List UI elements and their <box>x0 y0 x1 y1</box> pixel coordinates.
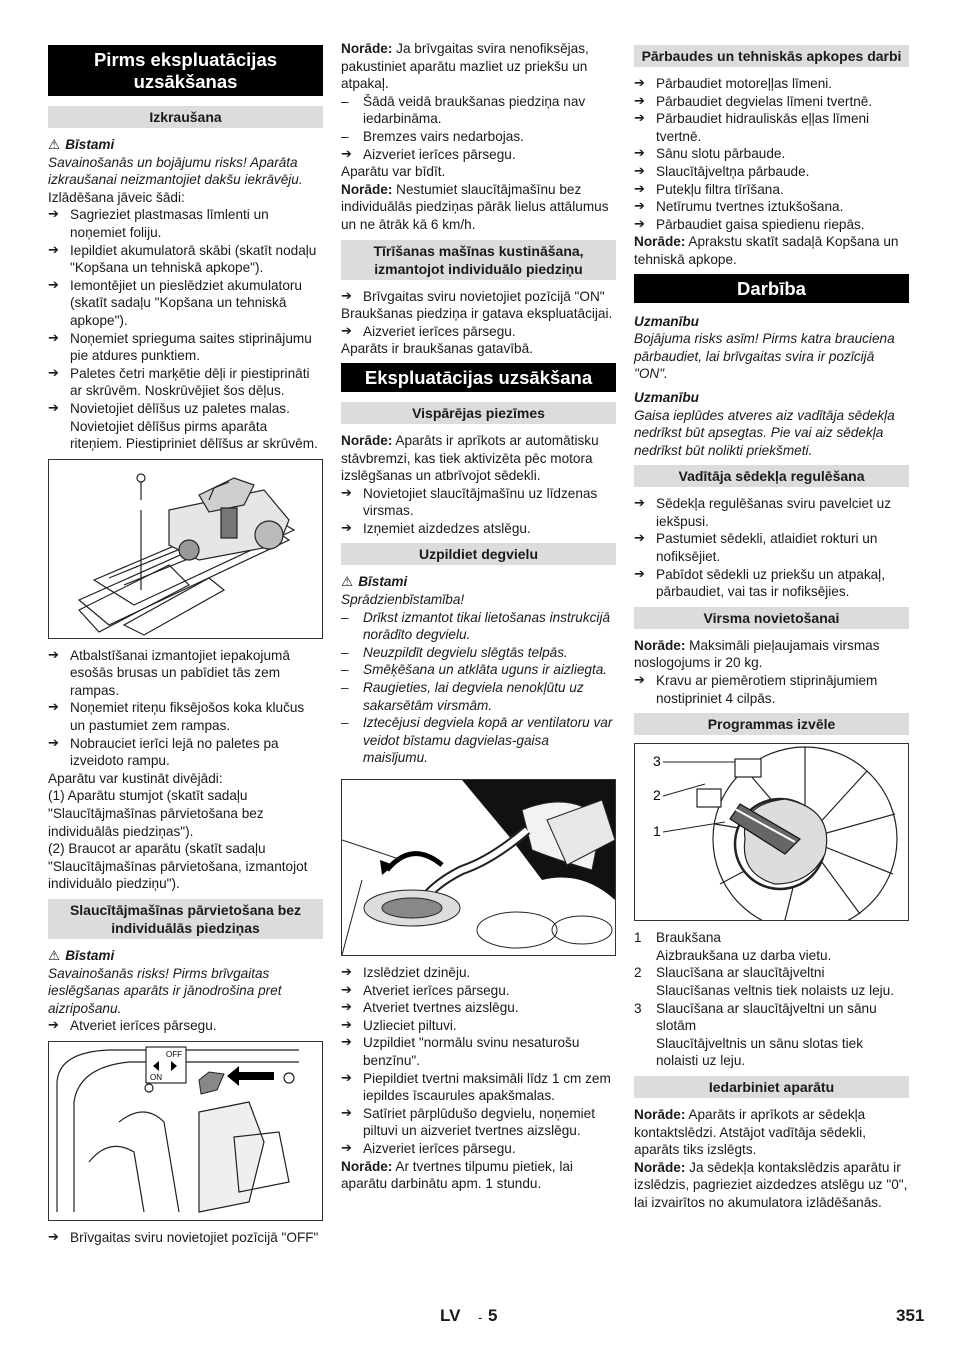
step-item: ➔ Izslēdziet dzinēju. <box>341 964 616 982</box>
step-item: ➔ Aizveriet ierīces pārsegu. <box>341 323 616 341</box>
warning-triangle-icon: ⚠ <box>341 574 354 590</box>
step-item: ➔ Aizveriet ierīces pārsegu. <box>341 146 616 164</box>
program-description: Aizbraukšana uz darba vietu. <box>656 947 832 963</box>
column-2 <box>341 40 616 1193</box>
step-item: ➔ Izņemiet aizdedzes atslēgu. <box>341 520 616 538</box>
refuel-illustration <box>341 779 616 956</box>
subsection-heading: Tīrīšanas mašīnas kustināšana, izmantojot individuālo piedziņu <box>341 240 616 280</box>
svg-text:ON: ON <box>150 1072 162 1082</box>
footer-language: LV <box>440 1306 461 1325</box>
caution-text: Gaisa ieplūdes atveres aiz vadītāja sēdekļa nedrīkst būt apsegtas. Pie vai aiz sēdekļa nedrīkst būt nolikti priekšmeti. <box>634 407 895 458</box>
step-item: ➔ Atveriet ierīces pārsegu. <box>48 1017 323 1035</box>
dash-item: – Neuzpildīt degvielu slēgtās telpās. <box>341 644 616 662</box>
column-3 <box>634 40 909 1212</box>
program-selector-illustration <box>634 743 909 921</box>
warning-text: Savainošanās risks! Pirms brīvgaitas ieslēgšanas aparāts ir jānodrošina pret aizripošanu. <box>48 965 282 1016</box>
dash-item: – Raugieties, lai degviela nenokļūtu uz sakarsētām virsmām. <box>341 679 616 714</box>
paragraph: Aparātu var kustināt divējādi: <box>48 770 223 786</box>
warning-title: ⚠ Bīstami <box>48 137 115 152</box>
footer-dash: - <box>478 1310 483 1325</box>
note: Norāde: Maksimāli pieļaujamais virsmas noslogojums ir 20 kg. <box>634 637 880 671</box>
paragraph: Aparāts ir braukšanas gatavībā. <box>341 341 533 357</box>
step-item: ➔ Atbalstīšanai izmantojiet iepakojumā esošās brusas un pabīdiet tās zem rampas. <box>48 647 323 700</box>
step-list <box>341 964 616 1158</box>
callout-3: 3 <box>653 753 661 770</box>
subsection-heading: Iedarbiniet aparātu <box>634 1076 909 1098</box>
step-list <box>48 206 323 452</box>
dash-item: – Bremzes vairs nedarbojas. <box>341 128 616 146</box>
subsection-heading: Izkraušana <box>48 106 323 128</box>
step-item: ➔ Netīrumu tvertnes iztukšošana. <box>634 198 909 216</box>
dash-item: – Iztecējusi degviela kopā ar ventilatoru var veidot bīstamu dagvielas-gaisa maisījumu. <box>341 714 616 767</box>
step-item: ➔ Aizveriet ierīces pārsegu. <box>341 1140 616 1158</box>
dash-list <box>341 93 616 146</box>
program-description: Slaucīšanas veltnis tiek nolaists uz leju. <box>656 983 895 998</box>
program-item <box>634 1000 909 1035</box>
caution-title: Uzmanību <box>634 313 699 329</box>
step-item: ➔ Uzlieciet piltuvi. <box>341 1017 616 1035</box>
section-heading: Ekspluatācijas uzsākšana <box>341 363 616 392</box>
subsection-heading: Virsma novietošanai <box>634 607 909 629</box>
program-number: 1 <box>634 930 642 946</box>
dash-item: – Šādā veidā braukšanas piedziņa nav iedarbināma. <box>341 93 616 128</box>
step-item: ➔ Atveriet ierīces pārsegu. <box>341 982 616 1000</box>
section-heading: Pirms ekspluatācijas uzsākšanas <box>48 45 323 96</box>
step-item: ➔ Paletes četri marķētie dēļi ir piestiprināti ar skrūvēm. Noskrūvējiet šos dēļus. <box>48 365 323 400</box>
step-item: ➔ Atveriet tvertnes aizslēgu. <box>341 999 616 1017</box>
program-number: 3 <box>634 1000 642 1016</box>
subsection-heading: Vispārējas piezīmes <box>341 402 616 424</box>
column-1 <box>48 40 323 1247</box>
step-item: ➔ Pārbaudiet gaisa spiedienu riepās. <box>634 216 909 234</box>
step-item: ➔ Sēdekļa regulēšanas sviru pavelciet uz iekšpusi. <box>634 495 909 530</box>
dash-item: – Drīkst izmantot tikai lietošanas instrukcijā norādīto degvielu. <box>341 609 616 644</box>
subsection-heading: Vadītāja sēdekļa regulēšana <box>634 465 909 487</box>
step-list <box>634 495 909 601</box>
step-item: ➔ Slaucītājveltņa pārbaude. <box>634 163 909 181</box>
paragraph: (1) Aparātu stumjot (skatīt sadaļu "Slaucītājmašīnas pārvietošana bez individuālās piedziņas"). <box>48 788 264 839</box>
subsection-heading: Programmas izvēle <box>634 713 909 735</box>
warning-triangle-icon: ⚠ <box>48 948 61 963</box>
step-item: ➔ Sānu slotu pārbaude. <box>634 145 909 163</box>
step-item: ➔ Novietojiet slaucītājmašīnu uz līdzenas virsmas. <box>341 485 616 520</box>
step-item: ➔ Pastumiet sēdekli, atlaidiet rokturi un nofiksējiet. <box>634 530 909 565</box>
warning-triangle-icon: ⚠ <box>48 137 61 152</box>
paragraph: Braukšanas piedziņa ir gatava ekspluatācijai. <box>341 306 613 322</box>
step-item: ➔ Kravu ar piemērotiem stiprinājumiem nostipriniet 4 cilpās. <box>634 672 909 707</box>
caution-text: Bojājuma risks asīm! Pirms katra brauciena pārbaudiet, lai brīvgaitas svira ir pozīcijā "ON". <box>634 331 895 382</box>
subsection-heading: Pārbaudes un tehniskās apkopes darbi <box>634 45 909 67</box>
note: Norāde: Ja brīvgaitas svira nenofiksējas, pakustiniet aparātu mazliet uz priekšu un atpakaļ. <box>341 41 589 92</box>
step-item: ➔ Noņemiet sprieguma saites stiprinājumu pie atdures punktiem. <box>48 330 323 365</box>
paragraph: (2) Braucot ar aparātu (skatīt sadaļu "Slaucītājmašīnas pārvietošana, izmantojot individuālo piedziņu"). <box>48 841 308 892</box>
step-item: ➔ Pārbaudiet motoreļļas līmeni. <box>634 75 909 93</box>
callout-2: 2 <box>653 787 661 804</box>
step-list <box>48 647 323 770</box>
step-item: ➔ Piepildiet tvertni maksimāli līdz 1 cm zem iepildes īscaurules apakšmalas. <box>341 1070 616 1105</box>
numbered-list <box>634 929 909 1070</box>
note: Norāde: Ja sēdekļa kontakslēdzis aparātu ir izslēdzis, pagrieziet aizdedzes atslēgu uz "0", lai izvairītos no akumulatora izlādēšanās. <box>634 1159 908 1210</box>
note: Norāde: Ar tvertnes tilpumu pietiek, lai aparātu darbinātu apm. 1 stundu. <box>341 1158 573 1192</box>
footer-page-number: 351 <box>896 1306 925 1325</box>
dash-list <box>341 609 616 767</box>
program-number: 2 <box>634 965 642 981</box>
program-description: Slaucītājveltnis un sānu slotas tiek nolaisti uz leju. <box>656 1035 864 1069</box>
step-item: ➔ Pabīdot sēdekli uz priekšu un atpakaļ, pārbaudiet, vai tas ir nofiksējies. <box>634 566 909 601</box>
program-item <box>634 964 909 982</box>
paragraph: Aparātu var bīdīt. <box>341 164 446 180</box>
paragraph: Izlādēšana jāveic šādi: <box>48 189 185 205</box>
dash-item: – Smēķēšana un atklāta uguns ir aizliegta. <box>341 661 616 679</box>
step-item: ➔ Pārbaudiet hidrauliskās eļļas līmeni tvertnē. <box>634 110 909 145</box>
program-title: Braukšana <box>656 930 721 946</box>
svg-text:OFF: OFF <box>166 1049 182 1059</box>
warning-text: Sprādzienbīstamība! <box>341 592 465 608</box>
step-item: ➔ Uzpildiet "normālu svinu nesaturošu benzīnu". <box>341 1034 616 1069</box>
program-title: Slaucīšana ar slaucītājveltni <box>656 965 825 981</box>
step-item: ➔ Iepildiet akumulatorā skābi (skatīt nodaļu "Kopšana un tehniskā apkope"). <box>48 242 323 277</box>
step-list <box>634 75 909 233</box>
step-item: ➔ Noņemiet riteņu fiksējošos koka klučus un pastumiet zem rampas. <box>48 699 323 734</box>
warning-title: ⚠ Bīstami <box>48 948 115 963</box>
program-title: Slaucīšana ar slaucītājveltni un sānu slotām <box>656 1000 877 1034</box>
note: Norāde: Aparāts ir aprīkots ar automātisku stāvbremzi, kas tiek aktivizēta pēc motora izslēgšanas un atbrīvojot sēdekli. <box>341 432 599 484</box>
step-item: ➔ Satīriet pārplūdušo degvielu, noņemiet piltuvi un aizveriet tvertnes aizslēgu. <box>341 1105 616 1140</box>
unloading-illustration <box>48 459 323 639</box>
warning-text: Savainošanās un bojājumu risks! Aparāta izkraušanai neizmantojiet dakšu iekrāvēju. <box>48 154 303 188</box>
caution-title: Uzmanību <box>634 389 699 405</box>
callout-1: 1 <box>653 823 661 840</box>
freewheel-lever-illustration <box>48 1041 323 1221</box>
warning-title: ⚠ Bīstami <box>341 574 408 590</box>
step-item: ➔ Brīvgaitas sviru novietojiet pozīcijā "OFF" <box>48 1229 323 1247</box>
note: Norāde: Nestumiet slaucītājmašīnu bez individuālās piedziņas pārāk lielus attālumus un ne ātrāk kā 6 km/h. <box>341 181 609 232</box>
note: Norāde: Aprakstu skatīt sadaļā Kopšana un tehniskā apkope. <box>634 234 899 267</box>
step-item: ➔ Pārbaudiet degvielas līmeni tvertnē. <box>634 93 909 111</box>
subsection-heading: Uzpildiet degvielu <box>341 543 616 565</box>
step-item: ➔ Iemontējiet un pieslēdziet akumulatoru (skatīt sadaļu "Kopšana un tehniskā apkope"). <box>48 277 323 330</box>
note: Norāde: Aparāts ir aprīkots ar sēdekļa kontaktslēdzi. Atstājot vadītāja sēdekli, aparāts tiks izslēgts. <box>634 1106 866 1158</box>
subsection-heading: Slaucītājmašīnas pārvietošana bez individuālās piedziņas <box>48 899 323 939</box>
step-item: ➔ Sagrieziet plastmasas līmlenti un noņemiet foliju. <box>48 206 323 241</box>
step-item: ➔ Nobrauciet ierīci lejā no paletes pa izveidoto rampu. <box>48 735 323 770</box>
program-item <box>634 929 909 947</box>
step-item: ➔ Brīvgaitas sviru novietojiet pozīcijā "ON" <box>341 288 616 306</box>
step-item: ➔ Novietojiet dēlīšus uz paletes malas. Novietojiet dēlīšus pirms aparāta riteņiem. Piestipriniet dēlīšus ar skrūvēm. <box>48 400 323 453</box>
section-heading: Darbība <box>634 274 909 303</box>
step-list <box>341 485 616 538</box>
step-item: ➔ Putekļu filtra tīrīšana. <box>634 181 909 199</box>
footer-section-page: 5 <box>488 1306 498 1325</box>
